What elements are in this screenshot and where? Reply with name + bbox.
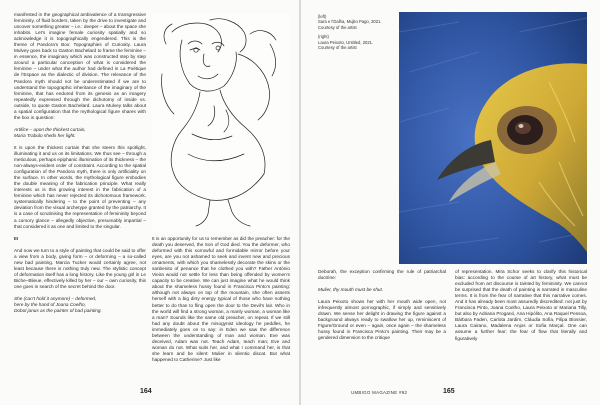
image-caption — [318, 14, 398, 50]
quote-line: Artifice – upon the thickest curtain, — [14, 126, 86, 132]
painting-image — [399, 12, 587, 264]
paragraph: of representation. Mira Schor seeks to clarify this historical bias: according to the course of art history, what must be excluded from art discourse is tainted by femininity. We cannot be surprised that the death of painting is narrated in masculine terms. It is from the fear of narrative that this narrative comes. And it has already been most assuredly discredited: not just by Francisca Pinto, Joana Coelho, Laura Peixoto or Mariana Tilly, but also by Adriana Proganó, Ana Hipólito, Ana Raquel Pessoa, Bárbara Faden, Carlota Jardim, Cláudia Sofia, Filipa Blossier, Laura Cairano, Madalena Anjos or Sofia Marçal. One can assume a further fear: the fear of flow that literally and figuratively — [455, 269, 587, 341]
paragraph: And now we turn to a style of painting that could be said to offer a view from a body, giving form – or deforming – a so-called new bad painting. Marcia Tucker would certainly agree, not least because there is nothing truly new. The stylistic concept of deformation itself has a long history. Like the young girl in Le Biche–Blieue, effectively killed by her – our – own curiosity, this one goes in search of the secret behind the door. — [14, 247, 146, 289]
quote-line: Maria Trabulo sheds her light. — [14, 132, 76, 138]
quote-line: Dobol janus as the painter of bad painting. — [14, 308, 102, 314]
caption-text-left: Sara e l’Dalha, Mujito Pago, 2021. Courtesy of the artist — [318, 19, 382, 30]
sketch-drawing — [152, 14, 290, 231]
paragraph-quote: Mulier, thy mouth must be shut. — [318, 287, 384, 293]
page-number-right: 165 — [443, 388, 455, 395]
paragraph: Deborah, the exception confirming the rule of patriarchal doctrine: — [318, 269, 446, 281]
caption-label-right: (right) — [318, 34, 329, 40]
quote-line: She (can’t hold it anymore) – deformed, — [14, 295, 97, 301]
paragraph: It is upon the thickest curtain that she steers this spotlight, illuminating it and us on its limitations. We thus see – through a meticulous, perhaps epiphanic illumination of its thickness – the non-always-evident order of constraint. According to the spatial configuration of the Pandora myth, there is only artificiality on the surface. In other words, the mythological figure embodies the double meaning of the fabrication principle. What really interests us is this growing interest in the fabrication of a feminine which has never rejected its dichotomous framework, systematically hindering – to the point of preventing – any deviation from the visual archetype granted by the patriarchy. It is a case of scrutinising the representation of femininity beyond a cursory glance – allegedly objective, presumably impartial – that considered it as one and limited to the singular. — [14, 144, 146, 229]
caption-label-left: (left) — [318, 14, 327, 19]
left-text-column-2 — [152, 236, 290, 386]
right-text-column-2 — [455, 269, 587, 387]
magazine-footer: UMBIGO MAGAZINE #92 — [351, 390, 408, 395]
page-number-left: 164 — [140, 388, 152, 395]
quote-line: here by the hand of Joana Coelho, — [14, 302, 86, 308]
paragraph: It is an opportunity for us to remember as did the preacher: for the death you deserved, the Son of God died. You the deformer, who deformed with this sorrowful and formidable mirror before your eyes, are you not ashamed to seek and invent new and precious ornaments, with which you shamelessly decorate the skins or the sanbenito of penance that he clothed you with? Father António Vieira would not settle for less than being offended by women’s capacity to be creative. We can just imagine what he would think about the shameless hussy found in Francisca Pinto’s painting: although not always on top of the mountain, she often asserts herself with a big dirty energy typical of those who have nothing better to do than to fling open the door to the Devil’s lair. Who in the world will find a strong woman, a manly woman, a woman like a man? Sounds like the same old preacher, on repeat. If we still had any doubt about the misogynist ideology he peddles, he immediately goes on to say: in Eden we saw the difference between the understanding of man and woman. Eve was deceived, Adam was not. Teach Adam, teach man; Eve and woman do not. What suits her, and what I command her, is that she learn and be silent: Mulier in silentio discat. But what happened to Catherine? Just like — [152, 236, 290, 362]
right-text-column-1 — [318, 269, 446, 387]
caption-text-right: Laura Peixoto, Untitled, 2021. Courtesy of the artist — [318, 39, 374, 51]
gutter — [299, 0, 301, 405]
bird-painting — [399, 12, 587, 264]
left-text-column-1 — [14, 12, 146, 382]
paragraph: manifested in the geographical ambivalence of a transgressive femininity, of fluid borders, taken by the drive to investigate and uncover something greater – i.e.: deeper – about the space she inhabits. Let’s imagine female curiosity spatially and so acknowledge it is topographically engendered. This is the theme of Pandora’s Box: Topographies of Curiosity. Laura Mulvey goes back to Gaston Bachelard to frame the feminine – in essence, the imaginary which was constructed step by step around a particular conception of what is considered the feminine – under what the author had defined in La Poétique de l’Espace as the dialectic of division. The relevance of the Pandora myth should not be underestimated if we are to understand the topographic inheritance of the imaginary of the feminine, that has endured from its genesis as an imagery repeatedly expressed through the dichotomy of inside vs. outside, to quote Gaston Bachelard. Laura Mulvey talks about a spatial configuration that the mythological figure shares with the box in question: — [14, 12, 146, 120]
paragraph: Laura Peixoto shows her with her mouth wide open, not infrequently almost pornographic, if simply and sensitively drawn. We sense her delight in drawing the figure against a background always ready to swallow her up, reminiscent of Figure/Ground or even – again, once again – the shameless hussy found in Francisca Pinto’s painting. Their may be a gendered dimension to the critique — [318, 299, 446, 341]
ink-sketch-illustration — [152, 14, 290, 231]
section-number: III — [14, 235, 18, 241]
